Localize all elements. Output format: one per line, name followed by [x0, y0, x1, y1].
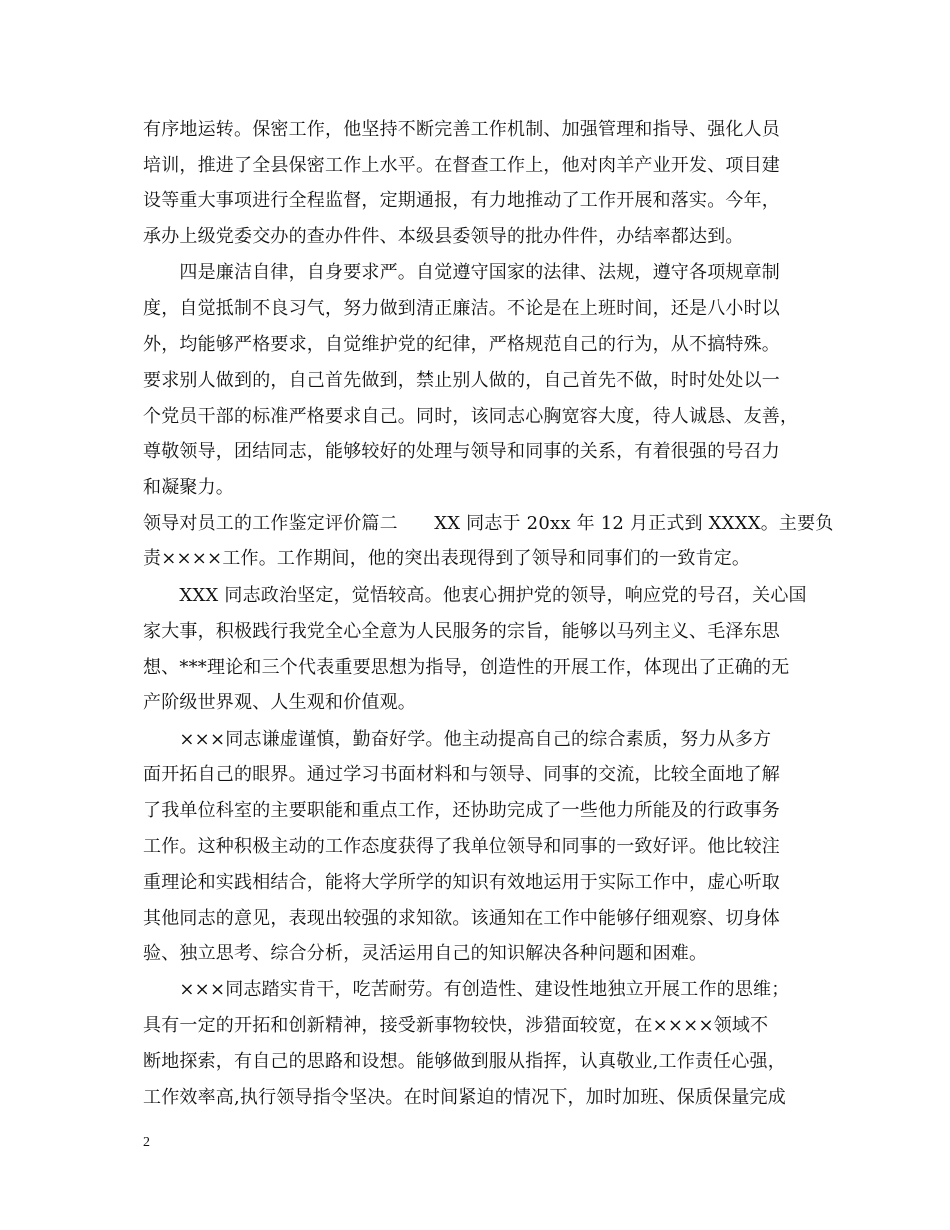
- text-line: XXX 同志政治坚定，觉悟较高。他衷心拥护党的领导，响应党的号召，关心国: [143, 585, 807, 606]
- page-number: 2: [143, 1135, 150, 1150]
- text-line: 承办上级党委交办的查办件件、本级县委领导的批办件件，办结率都达到。: [143, 226, 744, 247]
- text-line: 四是廉洁自律，自身要求严。自觉遵守国家的法律、法规，遵守各项规章制: [143, 262, 780, 283]
- text-line: 断地探索，有自己的思路和设想。能够做到服从指挥，认真敬业,工作责任心强，: [143, 1051, 786, 1072]
- text-line: 验、独立思考、综合分析，灵活运用自己的知识解决各种问题和困难。: [143, 943, 708, 964]
- text-line: 产阶级世界观、人生观和价值观。: [143, 692, 416, 713]
- text-line: 有序地运转。保密工作，他坚持不断完善工作机制、加强管理和指导、强化人员: [143, 119, 780, 140]
- text-line: 其他同志的意见，表现出较强的求知欲。该通知在工作中能够仔细观察、切身体: [143, 908, 780, 929]
- text-line: 想、***理论和三个代表重要思想为指导，创造性的开展工作，体现出了正确的无: [143, 657, 790, 678]
- text-line: 了我单位科室的主要职能和重点工作，还协助完成了一些他力所能及的行政事务: [143, 800, 780, 821]
- text-line: 工作效率高,执行领导指令坚决。在时间紧迫的情况下，加时加班、保质保量完成: [143, 1087, 786, 1108]
- text-line: 责××××工作。工作期间，他的突出表现得到了领导和同事们的一致肯定。: [143, 548, 751, 569]
- text-line: 重理论和实践相结合，能将大学所学的知识有效地运用于实际工作中，虚心听取: [143, 872, 780, 893]
- text-line: ×××同志踏实肯干，吃苦耐劳。有创造性、建设性地独立开展工作的思维；: [143, 979, 790, 1000]
- text-line: 要求别人做到的，自己首先做到，禁止别人做的，自己首先不做，时时处处以一: [143, 370, 780, 391]
- text-line: 设等重大事项进行全程监督，定期通报，有力地推动了工作开展和落实。今年，: [143, 190, 780, 211]
- text-line: 工作。这种积极主动的工作态度获得了我单位领导和同事的一致好评。他比较注: [143, 836, 780, 857]
- text-line: 面开拓自己的眼界。通过学习书面材料和与领导、同事的交流，比较全面地了解: [143, 764, 780, 785]
- text-line: ×××同志谦虚谨慎，勤奋好学。他主动提高自己的综合素质，努力从多方: [143, 729, 772, 750]
- text-line: 外，均能够严格要求，自觉维护党的纪律，严格规范自己的行为，从不搞特殊。: [143, 334, 780, 355]
- text-line: 具有一定的开拓和创新精神，接受新事物较快，涉猎面较宽，在××××领域不: [143, 1015, 769, 1036]
- text-line: 家大事，积极践行我党全心全意为人民服务的宗旨，能够以马列主义、毛泽东思: [143, 621, 780, 642]
- text-line: 和凝聚力。: [143, 477, 234, 498]
- text-line: 度，自觉抵制不良习气，努力做到清正廉洁。不论是在上班时间，还是八小时以: [143, 298, 780, 319]
- section-heading-line: 领导对员工的工作鉴定评价篇二 XX 同志于 20xx 年 12 月正式到 XXXX。主要负: [143, 513, 834, 534]
- text-line: 培训，推进了全县保密工作上水平。在督查工作上，他对肉羊产业开发、项目建: [143, 155, 780, 176]
- text-line: 个党员干部的标准严格要求自己。同时，该同志心胸宽容大度，待人诚恳、友善，: [143, 406, 799, 427]
- text-line: 尊敬领导，团结同志，能够较好的处理与领导和同事的关系，有着很强的号召力: [143, 441, 780, 462]
